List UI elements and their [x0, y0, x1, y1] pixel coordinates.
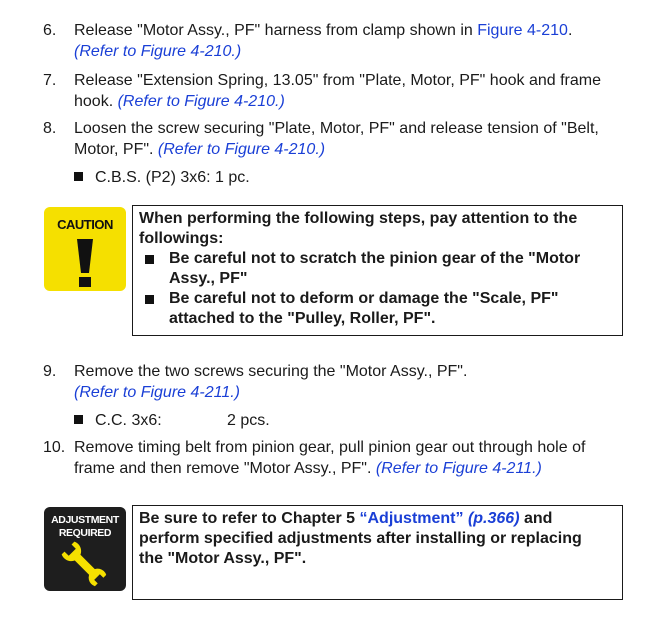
- exclamation-icon: [44, 207, 126, 291]
- figure-reference-link[interactable]: (Refer to Figure 4-210.): [117, 93, 285, 110]
- step-text: Release "Motor Assy., PF" harness from clamp shown in: [74, 22, 478, 39]
- screw-bullet-cc: [74, 410, 270, 431]
- step-number: 7.: [43, 72, 57, 89]
- figure-link[interactable]: Figure 4-210: [477, 22, 568, 39]
- figure-reference-link[interactable]: (Refer to Figure 4-210.): [157, 141, 326, 158]
- chapter-link[interactable]: “Adjustment”: [359, 510, 464, 527]
- step-text: Remove timing belt from pinion gear, pull pinion gear out through hole of: [74, 439, 586, 456]
- adjustment-text: [139, 509, 616, 529]
- step-text: Loosen the screw securing "Plate, Motor, PF" and release tension of "Belt,: [74, 120, 599, 137]
- screw-spec: C.B.S. (P2) 3x6: 1 pc.: [95, 169, 250, 186]
- step-text-end: .: [567, 22, 573, 39]
- required-icon-label: REQUIRED: [58, 527, 112, 539]
- bullet-square-icon: [145, 255, 154, 264]
- caution-intro-cont: followings:: [139, 230, 224, 247]
- step-text-cont: hook.: [74, 93, 118, 110]
- caution-item: [139, 249, 616, 289]
- figure-reference-link[interactable]: (Refer to Figure 4-211.): [74, 384, 240, 401]
- page-link[interactable]: (p.366): [467, 510, 520, 527]
- wrench-icon: [44, 507, 126, 591]
- step-number: 6.: [43, 22, 57, 39]
- caution-icon: [44, 207, 126, 291]
- caution-item-text-cont: Assy., PF": [169, 270, 248, 287]
- caution-intro: When performing the following steps, pay attention to the: [139, 210, 578, 227]
- adjustment-icon-label: ADJUSTMENT: [51, 514, 119, 526]
- step-number: 9.: [43, 363, 57, 380]
- adjustment-text-part: Be sure to refer to Chapter 5: [139, 510, 360, 527]
- screw-bullet-cbs: [74, 167, 250, 188]
- adjustment-box: [132, 505, 623, 600]
- caution-item: [139, 289, 616, 329]
- caution-box: [132, 205, 623, 336]
- screw-quantity: 2 pcs.: [227, 412, 270, 429]
- step-text: Remove the two screws securing the "Motor Assy., PF".: [74, 363, 468, 380]
- figure-reference-link[interactable]: (Refer to Figure 4-211.): [375, 460, 542, 477]
- step-number: 8.: [43, 120, 57, 137]
- caution-label: CAUTION: [57, 217, 113, 232]
- step-text-cont: frame and then remove "Motor Assy., PF".: [74, 460, 376, 477]
- bullet-square-icon: [145, 295, 154, 304]
- bullet-square-icon: [74, 415, 83, 424]
- step-number: 10.: [43, 439, 66, 456]
- adjustment-text-part: and: [519, 510, 553, 527]
- caution-item-text: Be careful not to scratch the pinion gear of the "Motor: [169, 250, 581, 267]
- caution-item-text-cont: attached to the "Pulley, Roller, PF".: [169, 310, 436, 327]
- screw-spec: C.C. 3x6:: [95, 412, 162, 429]
- bullet-square-icon: [74, 172, 83, 181]
- adjustment-text-cont: the "Motor Assy., PF".: [139, 550, 307, 567]
- figure-reference-link[interactable]: (Refer to Figure 4-210.): [74, 43, 242, 60]
- adjustment-required-icon: [44, 507, 126, 591]
- caution-item-text: Be careful not to deform or damage the "Scale, PF": [169, 290, 559, 307]
- adjustment-text-cont: perform specified adjustments after installing or replacing: [139, 530, 582, 547]
- step-text: Release "Extension Spring, 13.05" from "Plate, Motor, PF" hook and frame: [74, 72, 601, 89]
- step-text-cont: Motor, PF".: [74, 141, 158, 158]
